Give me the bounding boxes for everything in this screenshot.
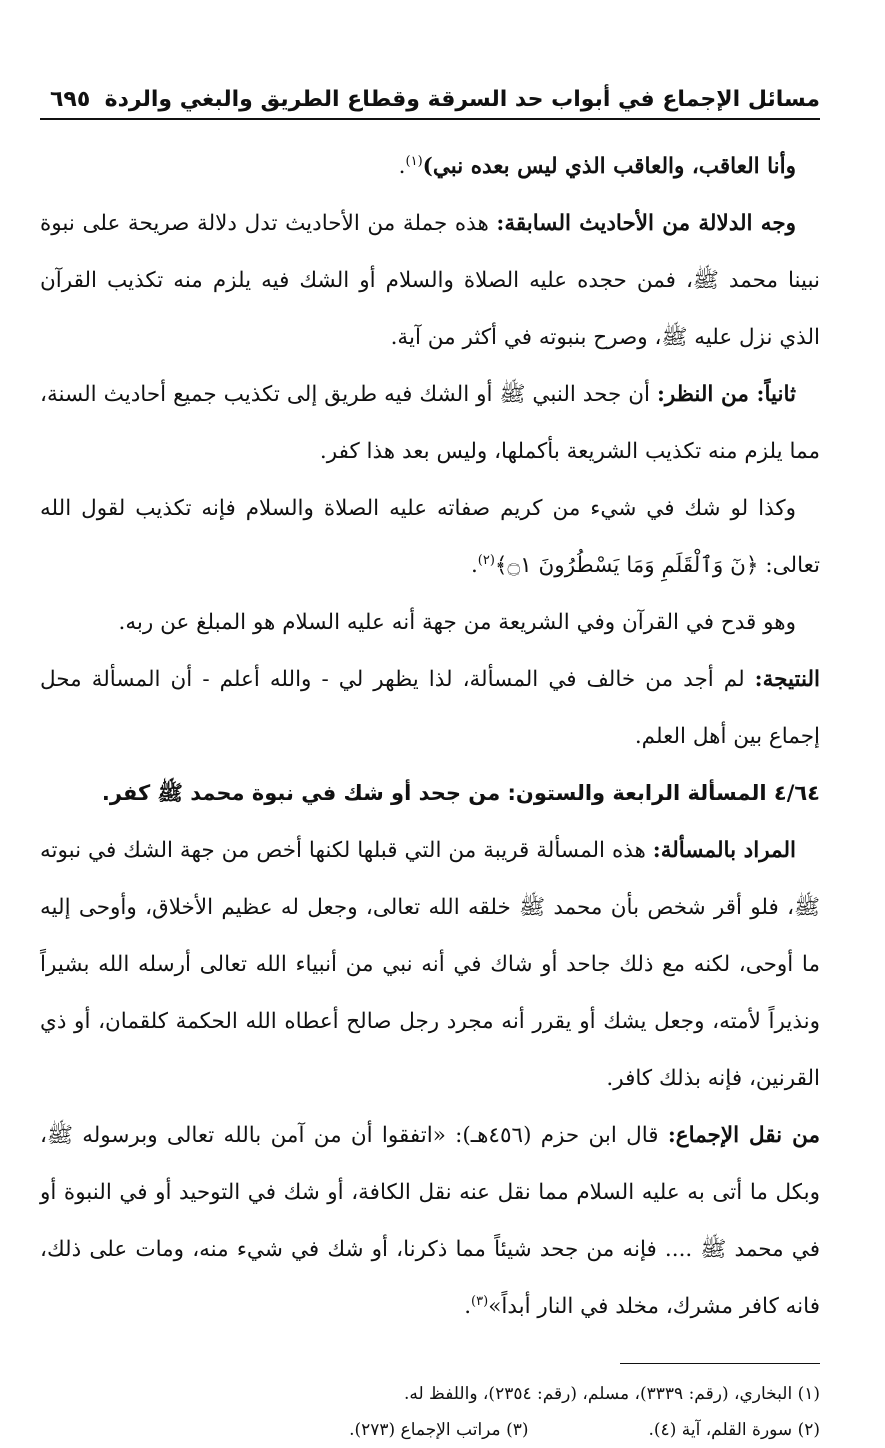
consensus-label: من نقل الإجماع: <box>667 1123 820 1148</box>
meaning-text: هذه المسألة قريبة من التي قبلها لكنها أخص من جهة الشك في نبوته ﷺ، فلو أقر شخص بأن محمد ﷺ خلقه الله تعالى، وجعل له عظيم الأخلاق، وأوحى إليه ما أوحى، لكنه مع ذلك جاحد أو شاك في أنه نبي من أنبياء الله تعالى أرسله الله بشيراً ونذيراً لأمته، وجعل يشك أو يقرر أنه مجرد رجل صالح أعطاه الله الحكمة كلقمان، أو ذي القرنين، فإنه بذلك كافر. <box>40 838 820 1091</box>
header-rule <box>40 118 820 120</box>
evidence-label: وجه الدلالة من الأحاديث السابقة: <box>496 211 796 236</box>
result-label: النتيجة: <box>754 667 820 692</box>
hadith-end: . <box>398 154 406 179</box>
evidence-text: هذه جملة من الأحاديث تدل دلالة صريحة على نبوة نبينا محمد ﷺ، فمن حجده عليه الصلاة والسلام أو الشك فيه يلزم منه تكذيب القرآن الذي نزل عليه ﷺ، وصرح بنبوته في أكثر من آية. <box>40 211 820 350</box>
result-text: لم أجد من خالف في المسألة، لذا يظهر لي - والله أعلم - أن المسألة محل إجماع بين أهل العلم. <box>40 667 820 749</box>
quran-verse: ﴿نٓ وَٱلْقَلَمِ وَمَا يَسْطُرُونَ ۝١﴾ <box>494 553 759 578</box>
paragraph-meaning <box>40 822 820 1107</box>
consensus-text: قال ابن حزم (٤٥٦هـ): «اتفقوا أن من آمن بالله تعالى وبرسوله ﷺ، وبكل ما أتى به عليه السلام مما نقل عنه نقل الكافة، أو شك في التوحيد أو في النبوة أو في محمد ﷺ .... فإنه من جحد شيئاً مما ذكرنا، أو شك في شيء منه، ومات على ذلك، فانه كافر مشرك، مخلد في النار أبداً» <box>40 1123 820 1319</box>
slander-text: وهو قدح في القرآن وفي الشريعة من جهة أنه عليه السلام هو المبلغ عن ربه. <box>118 610 796 635</box>
paragraph-consensus <box>40 1107 820 1335</box>
paragraph-reasoning <box>40 366 820 480</box>
footnote-row <box>40 1412 820 1448</box>
hadith-text: وأنا العاقب، والعاقب الذي ليس بعده نبي) <box>422 154 796 179</box>
doubt-end: . <box>470 553 478 578</box>
footnote-separator <box>620 1363 820 1364</box>
page-number: ٦٩٥ <box>50 87 91 112</box>
page-header <box>40 60 820 112</box>
book-page <box>40 60 820 1448</box>
footnote-1: (١) البخاري، (رقم: ٣٣٣٩)، مسلم، (رقم: ٢٣٥٤)، واللفظ له. <box>403 1384 820 1404</box>
issue-heading: ٤/٦٤ المسألة الرابعة والستون: من جحد أو شك في نبوة محمد ﷺ كفر. <box>101 781 820 805</box>
doubt-text: وكذا لو شك في شيء من كريم صفاته عليه الصلاة والسلام فإنه تكذيب لقول الله تعالى: <box>40 496 820 578</box>
meaning-label: المراد بالمسألة: <box>652 838 797 863</box>
footnote-ref-2: (٢) <box>477 552 495 568</box>
running-title: مسائل الإجماع في أبواب حد السرقة وقطاع الطريق والبغي والردة <box>104 87 820 112</box>
footnote-3: (٣) مراتب الإجماع (٢٧٣). <box>349 1420 529 1440</box>
paragraph-hadith-end <box>40 138 820 195</box>
paragraph-doubt <box>40 480 820 594</box>
paragraph-slander <box>40 594 820 651</box>
reasoning-label: ثانياً: من النظر: <box>656 382 797 407</box>
paragraph-evidence <box>40 195 820 366</box>
consensus-end: . <box>464 1294 472 1319</box>
footnote-ref-3: (٣) <box>471 1293 489 1309</box>
paragraph-result <box>40 651 820 765</box>
footnote-ref-1: (١) <box>405 153 423 169</box>
reasoning-text: أن جحد النبي ﷺ أو الشك فيه طريق إلى تكذيب جميع أحاديث السنة، مما يلزم منه تكذيب الشريعة بأكملها، وليس بعد هذا كفر. <box>40 382 820 464</box>
footnote-2: (٢) سورة القلم، آية (٤). <box>648 1420 820 1440</box>
